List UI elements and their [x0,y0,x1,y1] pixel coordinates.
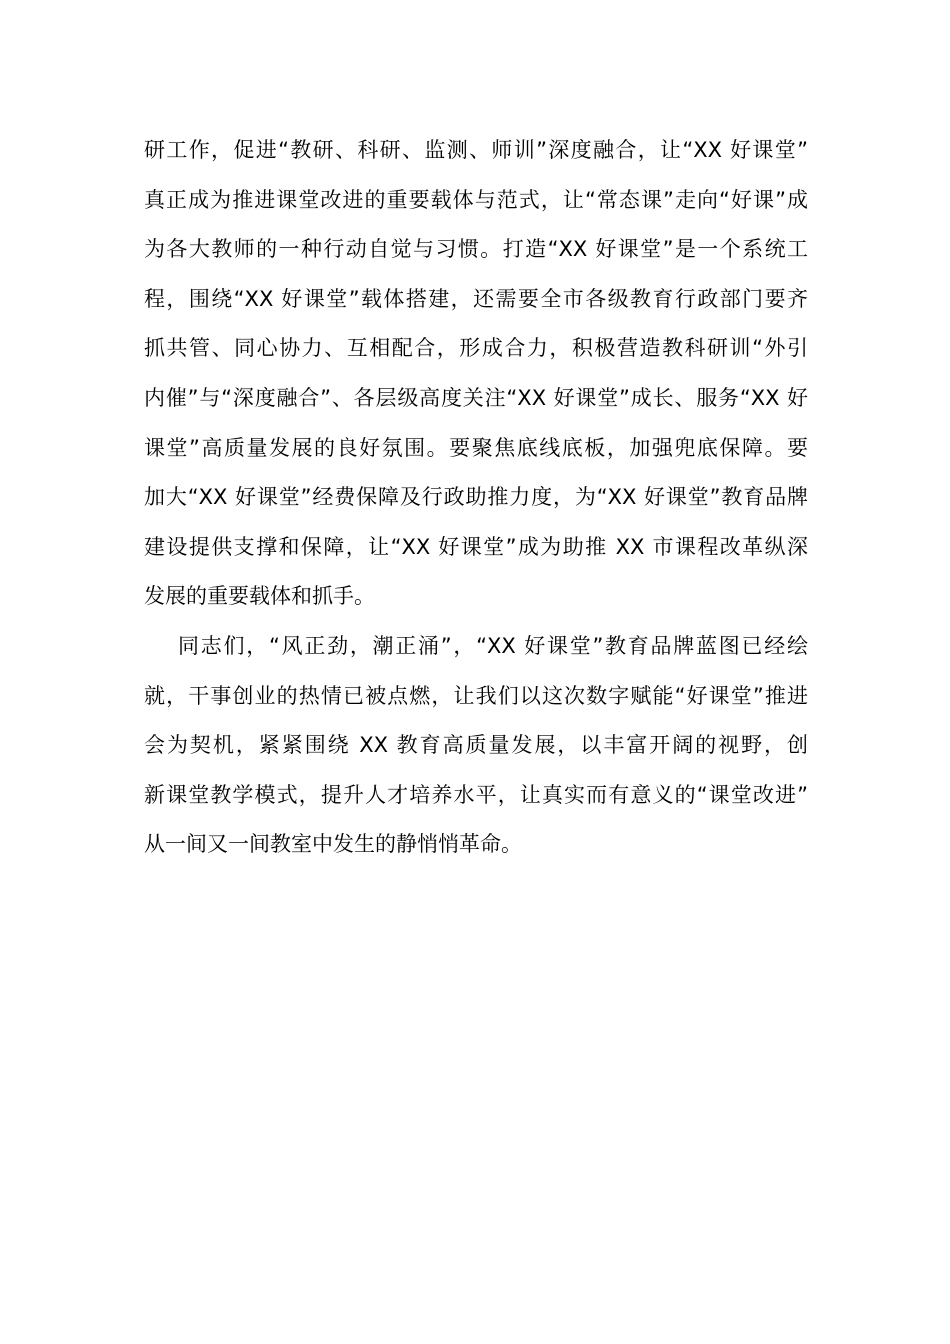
paragraph-2-line-5: 从一间又一间教室中发生的静悄悄革命。 [144,832,522,857]
paragraph-1-line-3: 为各大教师的一种行动自觉与习惯。打造“XX 好课堂”是一个系统工 [144,237,808,262]
paragraph-1-line-1: 研工作，促进“教研、科研、监测、师训”深度融合，让“XX 好课堂” [144,138,808,162]
document-body [144,126,808,870]
paragraph-2-line-4: 新课堂教学模式，提升人才培养水平，让真实而有意义的“课堂改进” [144,782,808,807]
paragraph-1-line-6: 内催”与“深度融合”、各层级高度关注“XX 好课堂”成长、服务“XX 好 [144,385,808,410]
paragraph-2-line-2: 就，干事创业的热情已被点燃，让我们以这次数字赋能“好课堂”推进 [144,683,808,708]
paragraph-1-line-9: 建设提供支撑和保障，让“XX 好课堂”成为助推 XX 市课程改革纵深 [144,534,808,559]
paragraph-1-line-8: 加大“XX 好课堂”经费保障及行政助推力度，为“XX 好课堂”教育品牌 [144,485,808,510]
paragraph-2-line-3: 会为契机，紧紧围绕 XX 教育高质量发展，以丰富开阔的视野，创 [144,733,808,758]
paragraph-1 [144,126,808,622]
paragraph-1-line-5: 抓共管、同心协力、互相配合，形成合力，积极营造教科研训“外引 [144,336,808,361]
paragraph-1-line-4: 程，围绕“XX 好课堂”载体搭建，还需要全市各级教育行政部门要齐 [144,286,808,311]
paragraph-2-line-1: 同志们，“风正劲，潮正涌”，“XX 好课堂”教育品牌蓝图已经绘 [178,633,808,658]
paragraph-2 [144,622,808,870]
paragraph-1-line-10: 发展的重要载体和抓手。 [144,584,375,609]
paragraph-1-line-7: 课堂”高质量发展的良好氛围。要聚焦底线底板，加强兜底保障。要 [144,435,808,460]
paragraph-1-line-2: 真正成为推进课堂改进的重要载体与范式，让“常态课”走向“好课”成 [144,187,808,212]
